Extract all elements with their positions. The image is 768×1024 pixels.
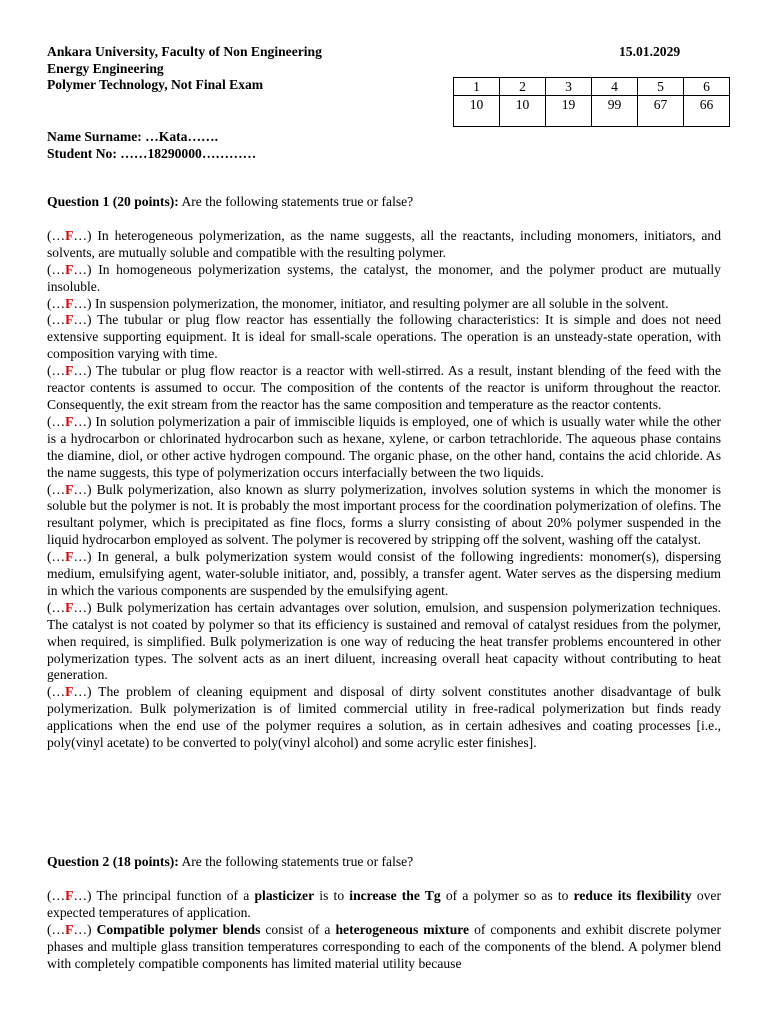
statement: (…F…) In general, a bulk polymerization system would consist of the following ingredients: monomer(s), dispersing medium, emulsifying agent, water-soluble initiator, and, possibly, a transfer agent. Water serves as the dispersing medium in which the various components are suspended by the emulsifying agent. — [47, 549, 721, 598]
grade-question-3: 3 — [546, 78, 592, 96]
statement-text: In heterogeneous polymerization, as the name suggests, all the reactants, including monomers, initiators, and solvents, are mutually soluble and compatible with the resulting polymer. — [47, 227, 721, 260]
statement-text: In homogeneous polymerization systems, the catalyst, the monomer, and the polymer product are mutually insoluble. — [47, 261, 721, 294]
statement: (…F…) In suspension polymerization, the monomer, initiator, and resulting polymer are all soluble in the solvent. — [47, 295, 669, 311]
question-2-heading — [47, 854, 721, 871]
exam-date: 15.01.2029 — [619, 44, 681, 59]
statement: (…F…) Bulk polymerization has certain advantages over solution, emulsion, and suspension polymerization techniques. The catalyst is not coated by polymer so that its efficiency is sustained and removal of catalyst residues from the polymer, when required, is simplified. Bulk polymerization is one way of reducing the heat transfer problems encountered in other polymerization types. The solvent acts as an inert diluent, increasing overall heat capacity without contributing to heat generation. — [47, 599, 721, 683]
grade-score-1: 10 — [454, 96, 500, 127]
grade-score-5: 67 — [638, 96, 684, 127]
answer-mark: F — [65, 413, 74, 429]
student-number: Student No: ……18290000………… — [47, 145, 257, 161]
grade-table-question-row — [454, 78, 730, 96]
grade-question-1: 1 — [454, 78, 500, 96]
answer-mark: F — [65, 295, 74, 311]
answer-mark: F — [65, 599, 74, 615]
statement: (…F…) The principal function of a plasticizer is to increase the Tg of a polymer so as to reduce its flexibility over expected temperatures of application. — [47, 887, 721, 920]
statement-text: Bulk polymerization, also known as slurry polymerization, involves solution systems in which the monomer is soluble but the polymer is not. It is probably the most important process for the coordination polymerization of olefins. The resultant polymer, which is precipitated as fine flocs, forms a slurry consisting of about 20% polymer suspended in the liquid hydrocarbon employed as solvent. The polymer is recovered by stripping off the solvent, washing off the catalyst. — [47, 481, 721, 548]
statement-text: In suspension polymerization, the monomer, initiator, and resulting polymer are all soluble in the solvent. — [94, 295, 669, 311]
statement-text: In general, a bulk polymerization system would consist of the following ingredients: monomer(s), dispersing medium, emulsifying agent, water-soluble initiator, and, possibly, a transfer agent. Water serves as the dispersing medium in which the various components are suspended by the emulsifying agent. — [47, 549, 721, 598]
grade-score-2: 10 — [500, 96, 546, 127]
course-line: Polymer Technology, Not Final Exam — [47, 77, 264, 92]
grade-score-4: 99 — [592, 96, 638, 127]
statement: (…F…) In solution polymerization a pair of immiscible liquids is employed, one of which is usually water while the other is a hydrocarbon or chlorinated hydrocarbon such as hexane, xylene, or carbon tetrachloride. The aqueous phase contains the diamine, diol, or other active hydrogen compound. The organic phase, on the other hand, contains the acid chloride. As the name suggests, this type of polymerization occurs interfacially between the two liquids. — [47, 413, 721, 480]
grade-question-4: 4 — [592, 78, 638, 96]
student-name: Name Surname: …Kata……. — [47, 129, 219, 144]
student-info — [47, 129, 256, 162]
answer-mark: F — [65, 921, 74, 937]
statement-text: The tubular or plug flow reactor has essentially the following characteristics: It is simple and does not need extensive supporting equipment. It is ideal for small-scale operations. The operation is an unsteady-state operation, with composition varying with time. — [47, 312, 721, 362]
answer-mark: F — [65, 887, 74, 903]
grade-score-6: 66 — [684, 96, 730, 127]
answer-mark: F — [65, 684, 74, 700]
grade-question-6: 6 — [684, 78, 730, 96]
statement: (…F…) The tubular or plug flow reactor is a reactor with well-stirred. As a result, instant blending of the feed with the reactor contents is assumed to occur. The composition of the contents of the reactor is uniform throughout the reactor. Consequently, the exit stream from the reactor has the same composition and temperature as the reactor contents. — [47, 363, 721, 412]
answer-mark: F — [65, 363, 74, 379]
answer-mark: F — [65, 227, 74, 243]
question-2-title: Question 2 (18 points): — [47, 854, 179, 869]
exam-header — [47, 44, 322, 94]
question-2-prompt: Are the following statements true or false? — [178, 854, 414, 869]
answer-mark: F — [65, 549, 74, 565]
question-1-prompt: Are the following statements true or false? — [178, 194, 414, 209]
statement: (…F…) In homogeneous polymerization systems, the catalyst, the monomer, and the polymer product are mutually insoluble. — [47, 261, 721, 294]
university-line: Ankara University, Faculty of Non Engineering — [47, 44, 322, 59]
statement: (…F…) Bulk polymerization, also known as slurry polymerization, involves solution systems in which the monomer is soluble but the polymer is not. It is probably the most important process for the coordination polymerization of olefins. The resultant polymer, which is precipitated as fine flocs, forms a slurry consisting of about 20% polymer suspended in the liquid hydrocarbon employed as solvent. The polymer is recovered by stripping off the solvent, washing off the catalyst. — [47, 481, 721, 548]
question-1-statements — [47, 228, 721, 752]
statement: (…F…) Compatible polymer blends consist of a heterogeneous mixture of components and exhibit discrete polymer phases and multiple glass transition temperatures corresponding to each of the components of the blend. A polymer blend with completely compatible components has limited material utility because — [47, 921, 721, 971]
statement-text: Bulk polymerization has certain advantages over solution, emulsion, and suspension polymerization techniques. The catalyst is not coated by polymer so that its efficiency is sustained and removal of catalyst residues from the polymer, when required, is simplified. Bulk polymerization is one way of reducing the heat transfer problems encountered in other polymerization types. The solvent acts as an inert diluent, increasing overall heat capacity without contributing to heat generation. — [47, 599, 721, 683]
question-2 — [47, 854, 721, 972]
answer-mark: F — [65, 261, 74, 277]
statement-text: The tubular or plug flow reactor is a reactor with well-stirred. As a result, instant blending of the feed with the reactor contents is assumed to occur. The composition of the contents of the reactor is uniform throughout the reactor. Consequently, the exit stream from the reactor has the same composition and temperature as the reactor contents. — [47, 363, 721, 412]
grade-question-2: 2 — [500, 78, 546, 96]
grade-score-3: 19 — [546, 96, 592, 127]
department-line: Energy Engineering — [47, 60, 164, 76]
answer-mark: F — [65, 481, 74, 497]
grade-table-score-row — [454, 96, 730, 127]
statement: (…F…) In heterogeneous polymerization, as the name suggests, all the reactants, including monomers, initiators, and solvents, are mutually soluble and compatible with the resulting polymer. — [47, 227, 721, 260]
answer-mark: F — [65, 312, 74, 328]
question-1 — [47, 194, 721, 752]
grade-table — [453, 77, 730, 127]
statement: (…F…) The problem of cleaning equipment and disposal of dirty solvent constitutes another disadvantage of bulk polymerization. Bulk polymerization is of limited commercial utility in free-radical polymerization but finds ready applications when the end use of the polymer requires a solution, as in certain adhesives and coating processes [i.e., poly(vinyl acetate) to be converted to poly(vinyl alcohol) and some acrylic ester finishes]. — [47, 684, 722, 751]
grade-question-5: 5 — [638, 78, 684, 96]
statement-text: In solution polymerization a pair of immiscible liquids is employed, one of which is usually water while the other is a hydrocarbon or chlorinated hydrocarbon such as hexane, xylene, or carbon tetrachloride. The aqueous phase contains the diamine, diol, or other active hydrogen compound. The organic phase, on the other hand, contains the acid chloride. As the name suggests, this type of polymerization occurs interfacially between the two liquids. — [47, 413, 721, 480]
question-1-title: Question 1 (20 points): — [47, 194, 179, 209]
statement: (…F…) The tubular or plug flow reactor has essentially the following characteristics: It is simple and does not need extensive supporting equipment. It is ideal for small-scale operations. The operation is an unsteady-state operation, with composition varying with time. — [47, 312, 721, 362]
statement-text: The problem of cleaning equipment and disposal of dirty solvent constitutes another disadvantage of bulk polymerization. Bulk polymerization is of limited commercial utility in free-radical polymerization but finds ready applications when the end use of the polymer requires a solution, as in certain adhesives and coating processes [i.e., poly(vinyl acetate) to be converted to poly(vinyl alcohol) and some acrylic ester finishes]. — [47, 684, 722, 751]
question-1-heading — [47, 194, 721, 211]
